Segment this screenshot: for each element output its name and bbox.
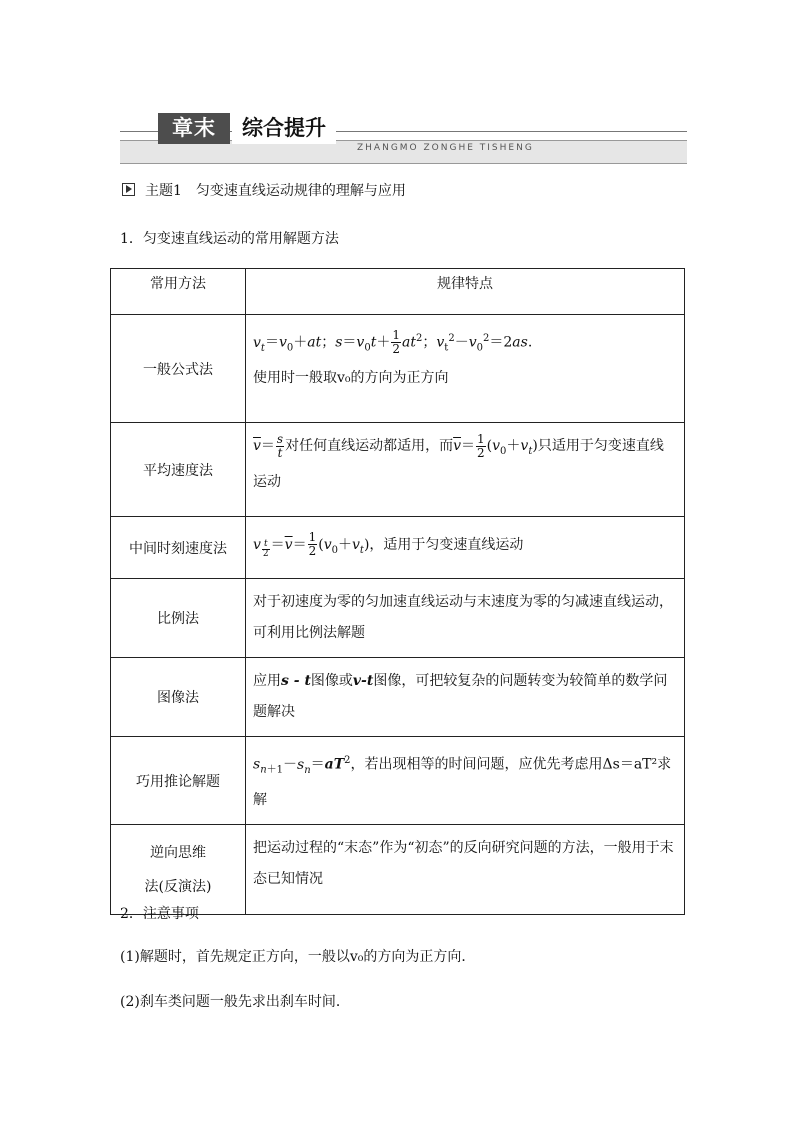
graph-text-b: 图像或 (310, 673, 353, 689)
chapter-banner (120, 113, 687, 153)
note-2: (2)刹车类问题一般先求出刹车时间． (120, 994, 350, 1010)
method-proportion: 比例法 (111, 579, 246, 658)
table-header-row (111, 269, 685, 315)
graph-text-c: 图像，可把较复杂的问题转变为较简单的数学问题解决 (253, 673, 668, 720)
graph-st-label: s - t (281, 673, 311, 689)
note-1: (1)解题时，首先规定正方向，一般以v₀的方向为正方向． (120, 949, 476, 965)
graph-vt-label: v-t (352, 673, 374, 689)
method-reverse-thinking (111, 825, 246, 915)
table-row (111, 658, 685, 737)
avg-velocity-text-a: 对任何直线运动都适用，而 (285, 438, 454, 454)
inference-text: ，若出现相等的时间问题，应优先考虑用Δs＝aT²求解 (253, 756, 672, 809)
topic-number: 主题1 (145, 183, 182, 199)
graph-text-a: 应用 (253, 673, 281, 689)
table-row (111, 315, 685, 423)
feature-average-velocity: $\overline{v}=$ $\frac{s}{t}$ 对任何直线运动都适用，而$\overline{v}=$ $\frac{1}{2}$ $(v_0+v_t)$只适用于匀变速直线运动 (246, 423, 685, 517)
method-inference: 巧用推论解题 (111, 737, 246, 825)
play-triangle-icon (122, 183, 135, 196)
table-row (111, 737, 685, 825)
feature-proportion: 对于初速度为零的匀加速直线运动与末速度为零的匀减速直线运动，可利用比例法解题 (246, 579, 685, 658)
avg-velocity-text-b: 只适用于匀变速直线运动 (253, 438, 664, 490)
section-heading-notes: 2．注意事项 (120, 906, 199, 922)
method-graph: 图像法 (111, 658, 246, 737)
reverse-method-line2: 法(反演法) (144, 878, 212, 895)
feature-graph (246, 658, 685, 737)
general-formula-note: 使用时一般取v₀的方向为正方向 (253, 370, 449, 387)
feature-general-formula (246, 315, 685, 423)
header-method: 常用方法 (111, 269, 246, 315)
method-general-formula: 一般公式法 (111, 315, 246, 423)
table-row (111, 825, 685, 915)
midpoint-text: ，适用于匀变速直线运动 (369, 536, 524, 553)
reverse-method-line1: 逆向思维 (150, 844, 206, 861)
methods-table (110, 268, 685, 915)
chapter-tag: 章末 (158, 113, 230, 144)
topic-title: 匀变速直线运动规律的理解与应用 (195, 183, 406, 199)
method-midpoint-velocity: 中间时刻速度法 (111, 517, 246, 579)
feature-midpoint-velocity: v $_{\frac{t}{2}}$ $=\overline{v}=$ $\frac{1}{2}$ $(v_0+v_t)$，适用于匀变速直线运动 (246, 517, 685, 579)
topic-heading (122, 182, 406, 200)
header-feature: 规律特点 (246, 269, 685, 315)
method-average-velocity: 平均速度法 (111, 423, 246, 517)
chapter-pinyin: ZHANGMO ZONGHE TISHENG (357, 143, 534, 153)
chapter-title: 综合提升 (232, 113, 336, 144)
feature-inference: $s_{n+1}-s_n=aT^2$，若出现相等的时间问题，应优先考虑用Δs＝aT²求解 (246, 737, 685, 825)
formula-general: $v_t=v_0+at$；$s=v_0t+$ $\frac{1}{2}$ $at^2$；$v_t^2-v_0^2=2as$. (253, 328, 533, 357)
table-row (111, 423, 685, 517)
section-heading-methods: 1．匀变速直线运动的常用解题方法 (120, 231, 339, 247)
table-row (111, 579, 685, 658)
feature-reverse-thinking: 把运动过程的“末态”作为“初态”的反向研究问题的方法，一般用于末态已知情况 (246, 825, 685, 915)
table-row (111, 517, 685, 579)
